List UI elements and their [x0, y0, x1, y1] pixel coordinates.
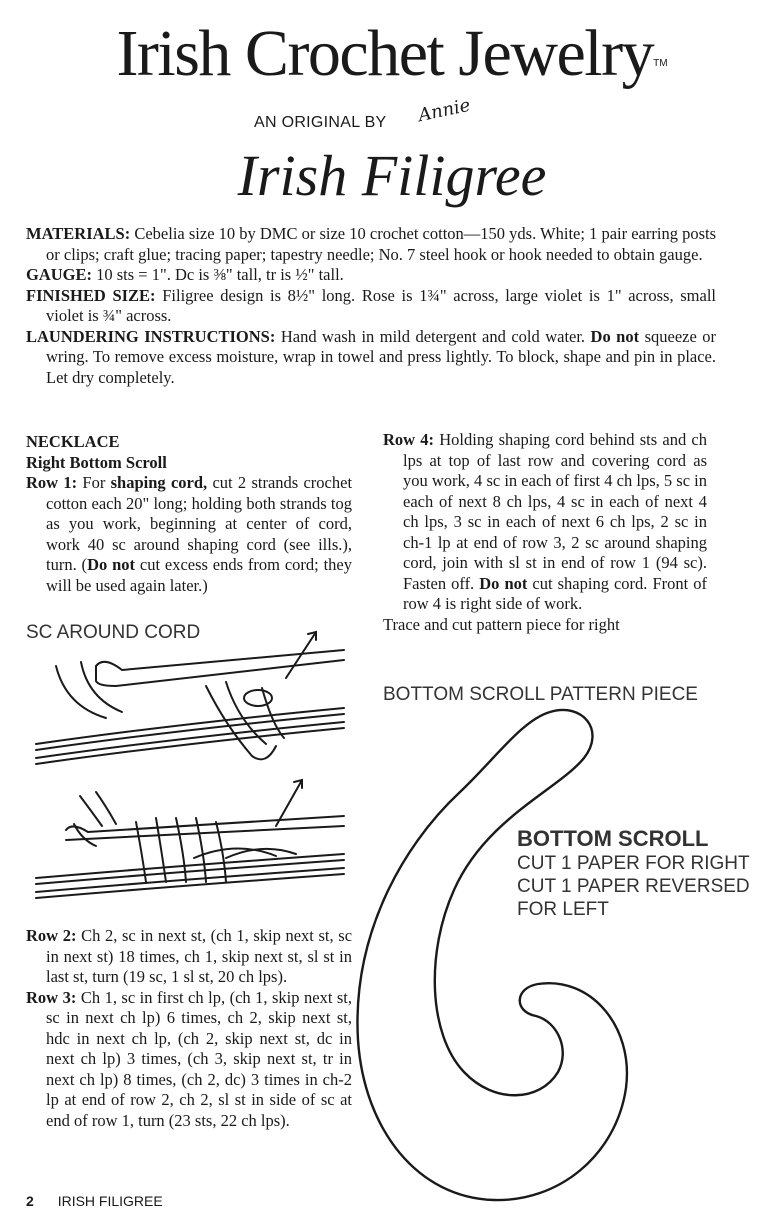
- section-heading: NECKLACE: [26, 432, 120, 451]
- left-column-top: [26, 432, 352, 596]
- finished-size: FINISHED SIZE: Filigree design is 8½" long. Rose is 1¾" across, large violet is 1" across, small violet is ¾" across.: [26, 285, 717, 325]
- sc-around-cord-illustration: [26, 626, 356, 916]
- right-column: [383, 430, 707, 635]
- row-3-instructions: Row 3: Ch 1, sc in first ch lp, (ch 1, skip next st, sc in next ch lp) 6 times, ch 2, skip next st, hdc in next ch lp, (ch 2, skip next st, dc in next ch lp) 3 times, (ch 3, skip next st, tr in next ch lp) 8 times, (ch 2, dc) 3 times in ch-2 lp at end of row 2, ch 2, sl st in side of sc at end of row 1, turn (23 sts, 22 ch lps).: [26, 987, 353, 1130]
- figure-label-sc-around-cord: SC AROUND CORD: [26, 622, 201, 643]
- pattern-cut-right: CUT 1 PAPER FOR RIGHT: [517, 853, 750, 874]
- pattern-cut-reversed: CUT 1 PAPER REVERSED: [517, 876, 750, 897]
- row-1-instructions: Row 1: For shaping cord, cut 2 strands crochet cotton each 20" long; holding both strands tog as you work, beginning at center of cord, work 40 sc around shaping cord (see ills.), turn. (Do not cut excess ends from cord; they will be used again later.): [26, 473, 353, 595]
- pattern-subtitle: Irish Filigree: [237, 143, 547, 208]
- bottom-scroll-pattern-piece: [344, 700, 664, 1220]
- left-column-bottom: [26, 926, 352, 1131]
- page-footer: [26, 1193, 163, 1209]
- running-title: IRISH FILIGREE: [57, 1193, 163, 1209]
- pattern-for-left: FOR LEFT: [517, 899, 609, 920]
- trace-instructions: Trace and cut pattern piece for right: [383, 614, 620, 634]
- pattern-piece-instructions: [517, 826, 750, 921]
- gauge: GAUGE: 10 sts = 1". Dc is ⅜" tall, tr is ½" tall.: [26, 265, 344, 284]
- pattern-piece-label: BOTTOM SCROLL PATTERN PIECE: [383, 684, 698, 705]
- pattern-piece-title: BOTTOM SCROLL: [517, 826, 709, 851]
- row-2-instructions: Row 2: Ch 2, sc in next st, (ch 1, skip next st, sc in next st) 18 times, ch 1, skip next st, sl st in last st, turn (19 sc, 1 sl st, 20 ch lps).: [26, 926, 353, 986]
- subsection-heading: Right Bottom Scroll: [26, 452, 167, 472]
- page-title: Irish Crochet Jewelry™: [116, 17, 668, 90]
- materials: MATERIALS: Cebelia size 10 by DMC or size 10 crochet cotton—150 yds. White; 1 pair earring posts or clips; craft glue; tracing paper; tapestry needle; No. 7 steel hook or hook needed to obtain gauge.: [26, 224, 716, 264]
- byline: AN ORIGINAL BY: [254, 114, 387, 131]
- laundering-instructions: LAUNDERING INSTRUCTIONS: Hand wash in mild detergent and cold water. Do not squeeze or wring. To remove excess moisture, wrap in towel and press lightly. To block, shape and pin in place. Let dry completely.: [26, 326, 717, 387]
- specifications: [26, 224, 716, 388]
- row-4-instructions: Row 4: Holding shaping cord behind sts and ch lps at top of last row and covering cord as you work, 4 sc in each of first 4 ch lps, 5 sc in each of next 8 ch lps, 4 sc in each of next 4 ch lps, 3 sc in each of next 6 ch lps, 2 sc in ch-1 lp at end of row 3, 2 sc around shaping cord, join with sl st in end of row 1 (94 sc). Fasten off. Do not cut shaping cord. Front of row 4 is right side of work.: [383, 430, 708, 613]
- page-number: 2: [26, 1193, 34, 1209]
- trademark-symbol: TM: [653, 58, 668, 69]
- annie-signature: Annie: [416, 94, 473, 127]
